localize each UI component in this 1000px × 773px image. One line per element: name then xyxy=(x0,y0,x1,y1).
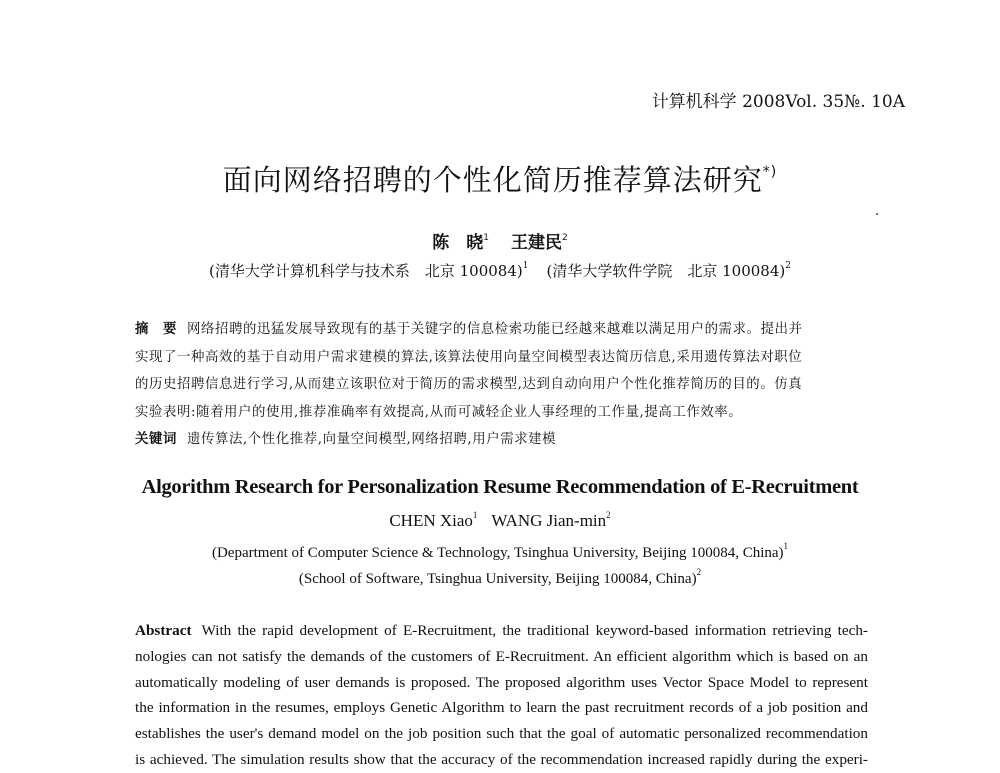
affiliations-chinese xyxy=(0,260,1000,281)
abstract-line: is achieved. The simulation results show that the accuracy of the recommendation increased rapidly during the experi- xyxy=(135,750,868,768)
affiliation: (School of Software, Tsinghua University, Beijing 100084, China) xyxy=(298,571,697,587)
keywords-text: 遗传算法,个性化推荐,向量空间模型,网络招聘,用户需求建模 xyxy=(186,432,557,447)
abstract-text: With the rapid development of E-Recruitment, the traditional keyword-based information retrieving tech- xyxy=(201,622,868,639)
author-affil-mark: 2 xyxy=(562,233,568,243)
author-affil-mark: 2 xyxy=(606,510,611,520)
abstract-text: 网络招聘的迅猛发展导致现有的基于关键字的信息检索功能已经越来越难以满足用户的需求。提出并 xyxy=(186,322,803,337)
journal-header: 计算机科学 2008Vol. 35№. 10A xyxy=(651,92,905,112)
abstract-line: establishes the user's demand model on the job position such that the goal of automatic personalized recommendation xyxy=(135,725,868,743)
abstract-label: Abstract xyxy=(135,622,192,639)
author-name: 陈 晓 xyxy=(432,233,484,253)
affiliation: (清华大学计算机科学与技术系 北京 100084) xyxy=(209,262,523,280)
title-text: 面向网络招聘的个性化简历推荐算法研究 xyxy=(222,163,763,197)
affiliation-english-1 xyxy=(0,541,1000,562)
scan-speck xyxy=(876,213,878,215)
author-name: CHEN Xiao xyxy=(389,511,473,530)
authors-chinese xyxy=(0,228,1000,253)
paper-title-english: Algorithm Research for Personalization Resume Recommendation of E-Recruitment xyxy=(141,476,859,498)
abstract-line: 实现了一种高效的基于自动用户需求建模的算法,该算法使用向量空间模型表达简历信息,采用遗传算法对职位 xyxy=(135,349,803,365)
abstract-chinese xyxy=(135,316,870,454)
affiliation: (清华大学软件学院 北京 100084) xyxy=(546,262,786,280)
affiliation-english-2 xyxy=(0,567,1000,588)
authors-english xyxy=(0,510,1000,531)
abstract-line: automatically modeling of user demands is proposed. The proposed algorithm uses Vector Space Model to represent xyxy=(135,673,868,691)
abstract-label: 摘 要 xyxy=(135,322,177,337)
author-name: 王建民 xyxy=(511,233,562,253)
abstract-english xyxy=(135,618,868,773)
abstract-line: nologies can not satisfy the demands of the customers of E-Recruitment. An efficient algorithm which is based on an xyxy=(135,647,868,665)
author-affil-mark: 1 xyxy=(483,233,489,243)
affiliation-mark: 1 xyxy=(783,541,789,551)
keywords-label: 关键词 xyxy=(135,432,177,447)
abstract-line: 实验表明:随着用户的使用,推荐准确率有效提高,从而可减轻企业人事经理的工作量,提高工作效率。 xyxy=(135,404,743,420)
abstract-line: 的历史招聘信息进行学习,从而建立该职位对于简历的需求模型,达到自动向用户个性化推荐简历的目的。仿真 xyxy=(135,377,803,392)
abstract-line: the information in the resumes, employs Genetic Algorithm to learn the past recruitment records of a job position and xyxy=(135,699,868,717)
affiliation: (Department of Computer Science & Technology, Tsinghua University, Beijing 100084, China) xyxy=(211,545,784,561)
author-affil-mark: 1 xyxy=(472,510,478,520)
title-footnote-mark: *) xyxy=(762,164,778,180)
abstract-line xyxy=(135,316,870,344)
author-name: WANG Jian-min xyxy=(491,511,607,530)
paper-title-chinese xyxy=(0,158,1000,199)
affiliation-mark: 2 xyxy=(696,567,702,577)
affiliation-mark: 2 xyxy=(785,261,791,271)
abstract-line xyxy=(135,618,868,644)
keywords-line xyxy=(135,426,870,454)
affiliation-mark: 1 xyxy=(522,261,529,271)
